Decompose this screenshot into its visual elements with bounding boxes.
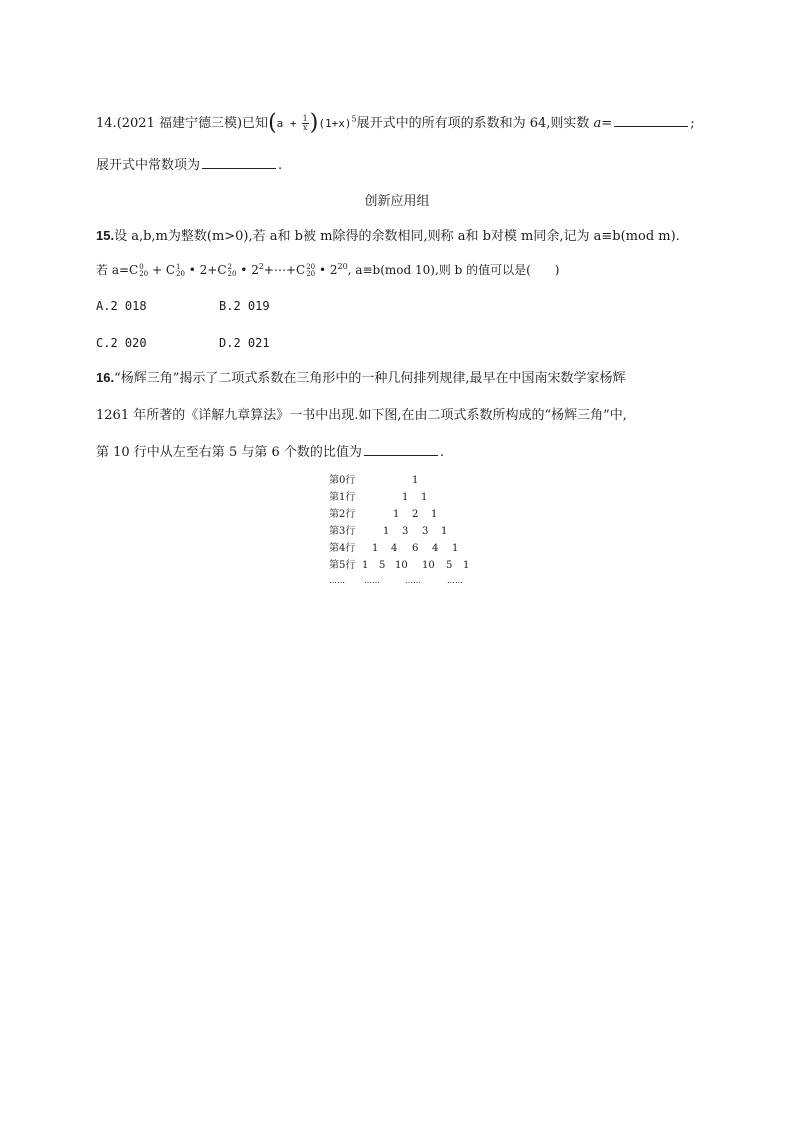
yanghui-triangle: 第0行 1 第1行 1 1 第2行 1 2 1 第3行 1 3 3 1 第4行 1 4 6 4 1 第5行 1 5 10 10 5 1 …… …… …… …… — [329, 475, 470, 585]
q14-number: 14. — [96, 116, 117, 131]
q14-source: (2021 福建宁德三模)已知 — [116, 116, 269, 131]
q14-line2-text: 展开式中常数项为 — [96, 158, 201, 173]
q14-expr-a: a + — [276, 117, 297, 130]
q14-text-after: 展开式中的所有项的系数和为 64,则实数 — [356, 116, 590, 131]
q15-option-d[interactable]: D.2 021 — [219, 336, 270, 350]
q14-expr-b: (1+x) — [318, 117, 352, 130]
q15-line2: 若 a=C 0 20 + C 1 20 • 2+C 2 20 • $2^2+\cdots+C$ 20 20 • $2^{20}$, a≡b(mod 10),则 b 的值可以是( ) — [96, 262, 560, 278]
q15-option-c[interactable]: C.2 020 — [96, 336, 147, 350]
section-title: 创新应用组 — [364, 194, 430, 209]
q15-option-a[interactable]: A.2 018 — [96, 299, 147, 313]
q14-line1: 14.(2021 福建宁德三模)已知(a + $\frac{1}{x}$ )$(1+x)^5$展开式中的所有项的系数和为 64,则实数 a= ; — [96, 110, 695, 136]
q16-line2: 1261 年所著的《详解九章算法》一书中出现.如下图,在由二项式系数所构成的“杨辉三角”中, — [96, 408, 627, 423]
q16-line3: 第 10 行中从左至右第 5 与第 6 个数的比值为 . — [96, 445, 445, 460]
q16-number: 16. — [96, 370, 115, 385]
q16-answer-blank[interactable] — [364, 443, 438, 456]
q14-exponent: 5 — [351, 114, 357, 124]
q15-line1-text: 设 a,b,m为整数(m>0),若 a和 b被 m除得的余数相同,则称 a和 b对模 m同余,记为 a≡b(mod m). — [114, 229, 680, 244]
q14-line2: 展开式中常数项为 . — [96, 158, 283, 173]
q15-option-b[interactable]: B.2 019 — [219, 299, 270, 313]
q15-line1 — [96, 228, 680, 245]
q16-line1: 16.“杨辉三角”揭示了二项式系数在三角形中的一种几何排列规律,最早在中国南宋数学家杨辉 — [96, 370, 626, 386]
q14-answer-blank-1[interactable] — [614, 114, 688, 127]
q15-number: 15. — [96, 228, 115, 243]
q14-answer-blank-2[interactable] — [202, 156, 276, 169]
q14-fraction: $\frac{1}{x}$ — [302, 114, 308, 132]
q14-var-a: a — [593, 116, 602, 131]
